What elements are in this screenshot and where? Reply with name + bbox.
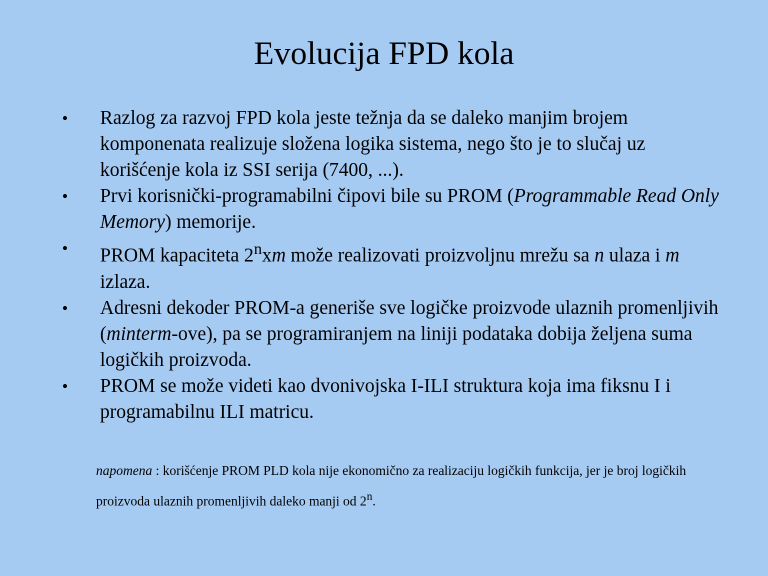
- bullet-text: Adresni dekoder PROM-a generiše sve logičke proizvode ulaznih promenljivih (: [100, 297, 719, 345]
- bullet-text: ) memorije.: [164, 212, 256, 233]
- bullet-text: može realizovati proizvoljnu mrežu sa: [285, 245, 595, 267]
- bullet-item: [62, 184, 722, 236]
- bullet-text: ulaza i: [604, 245, 666, 267]
- bullet-item: [62, 236, 722, 296]
- bullet-text: x: [261, 245, 272, 267]
- bullet-item: [62, 374, 722, 426]
- bullet-text: izlaza.: [100, 271, 151, 293]
- footnote: [96, 458, 726, 515]
- bullet-text-italic: m: [271, 245, 286, 267]
- bullet-dot-icon: •: [62, 109, 68, 128]
- bullet-text: Razlog za razvoj FPD kola jeste težnja da se daleko manjim brojem komponenata realizuje složena logika sistema, nego što je to slučaj uz korišćenje kola iz SSI serija (7400, ...).: [100, 108, 646, 181]
- superscript: n: [253, 240, 262, 258]
- bullet-dot-icon: •: [62, 298, 68, 318]
- bullet-text-italic: minterm: [106, 323, 172, 345]
- footnote-label: napomena: [96, 463, 153, 478]
- superscript: n: [366, 491, 373, 503]
- slide-title: Evolucija FPD kola: [253, 36, 515, 72]
- bullet-dot-icon: •: [62, 187, 68, 206]
- bullet-text: PROM kapaciteta 2: [100, 245, 254, 267]
- footnote-text: : korišćenje PROM PLD kola nije ekonomično za realizaciju logičkih funkcija, jer je broj logičkih proizvoda ulaznih promenljivih daleko manji od 2: [96, 463, 687, 509]
- bullet-item: [62, 296, 722, 374]
- bullet-item: [62, 106, 722, 184]
- bullet-dot-icon: •: [62, 376, 68, 396]
- bullet-dot-icon: •: [62, 239, 68, 258]
- bullet-list: [62, 106, 722, 426]
- bullet-text: Prvi korisnički-programabilni čipovi bile su PROM (: [100, 186, 514, 207]
- bullet-text: -ove), pa se programiranjem na liniji podataka dobija željena suma logičkih proizvoda.: [100, 323, 693, 371]
- bullet-text-italic: n: [594, 245, 605, 267]
- bullet-text-italic: Programmable Read Only Memory: [100, 186, 719, 233]
- footnote-end: .: [372, 493, 376, 509]
- bullet-text-italic: m: [665, 245, 680, 267]
- bullet-text: PROM se može videti kao dvonivojska I-ILI struktura koja ima fiksnu I i programabilnu ILI matricu.: [100, 375, 671, 423]
